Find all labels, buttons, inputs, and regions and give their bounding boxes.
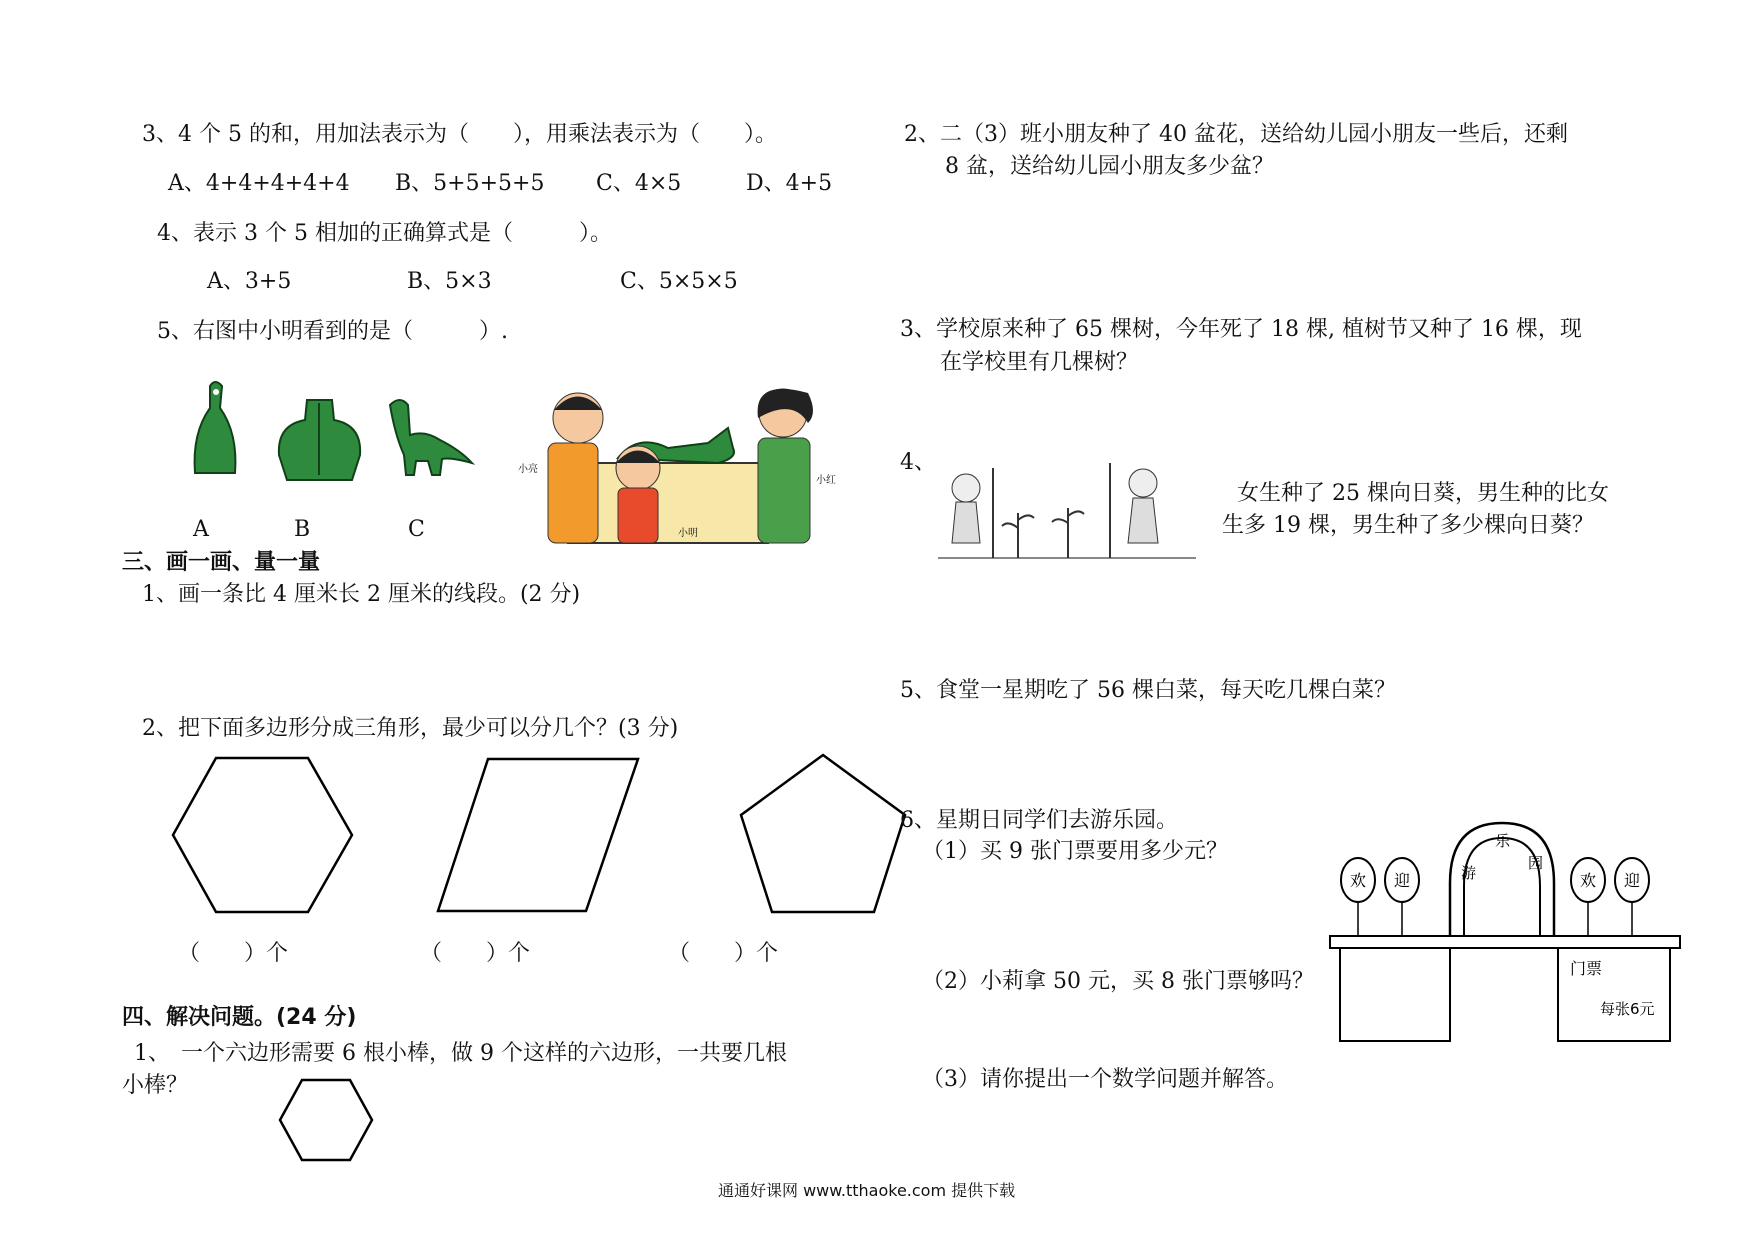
figure-label-c: C bbox=[408, 517, 425, 542]
scene-label-right: 小红 bbox=[816, 475, 836, 486]
ticket-price-label: 每张6元 bbox=[1600, 1000, 1655, 1018]
balloon-left-2-text: 迎 bbox=[1394, 871, 1411, 890]
question-5: 5、右图中小明看到的是（ ）. bbox=[157, 319, 508, 344]
right-question-6-part-1: （1）买 9 张门票要用多少元？ bbox=[922, 839, 1228, 864]
hexagon-shape bbox=[170, 755, 355, 915]
section-4-heading: 四、解决问题。(24 分) bbox=[122, 1005, 357, 1030]
right-question-5: 5、食堂一星期吃了 56 棵白菜，每天吃几棵白菜？ bbox=[900, 678, 1396, 703]
section-3-heading: 三、画一画、量一量 bbox=[122, 550, 321, 575]
q4-option-b: B、5×3 bbox=[407, 269, 492, 294]
figure-label-a: A bbox=[193, 517, 209, 542]
section-3-question-1: 1、画一条比 4 厘米长 2 厘米的线段。(2 分) bbox=[142, 582, 581, 607]
balloon-right-1-text: 欢 bbox=[1580, 871, 1597, 890]
right-question-3-cont: 在学校里有几棵树？ bbox=[940, 350, 1139, 375]
q3-option-b: B、5+5+5+5 bbox=[395, 171, 545, 196]
section-3-question-2: 2、把下面多边形分成三角形，最少可以分几个？(3 分) bbox=[142, 716, 679, 741]
right-question-6-part-2: （2）小莉拿 50 元，买 8 张门票够吗？ bbox=[922, 969, 1314, 994]
right-question-6-part-3: （3）请你提出一个数学问题并解答。 bbox=[922, 1067, 1288, 1092]
q4-option-a: A、3+5 bbox=[207, 269, 292, 294]
balloon-left-1-text: 欢 bbox=[1350, 871, 1367, 890]
kids-observing-dinosaur-image bbox=[518, 388, 836, 548]
arch-char-3: 园 bbox=[1528, 854, 1544, 872]
arch-char-1: 游 bbox=[1461, 864, 1477, 882]
dinosaur-side-view-image bbox=[380, 395, 475, 480]
right-question-4-text-cont: 生多 19 棵，男生种了多少棵向日葵？ bbox=[1222, 513, 1594, 538]
arch-char-2: 乐 bbox=[1495, 832, 1511, 850]
q4-option-c: C、5×5×5 bbox=[620, 269, 738, 294]
question-4: 4、表示 3 个 5 相加的正确算式是（ ）。 bbox=[157, 221, 612, 246]
q3-option-c: C、4×5 bbox=[596, 171, 682, 196]
pentagon-answer-blank: （ ）个 bbox=[668, 941, 779, 966]
small-hexagon-shape bbox=[278, 1078, 374, 1162]
parallelogram-shape bbox=[436, 755, 641, 915]
scene-label-left: 小亮 bbox=[518, 464, 538, 475]
right-question-2-cont: 8 盆，送给幼儿园小朋友多少盆？ bbox=[945, 154, 1274, 179]
pentagon-shape bbox=[738, 752, 908, 916]
scene-label-table: 小明 bbox=[678, 528, 698, 539]
dinosaur-front-view-image bbox=[180, 378, 250, 483]
parallelogram-answer-blank: （ ）个 bbox=[420, 941, 531, 966]
q3-option-a: A、4+4+4+4+4 bbox=[168, 171, 350, 196]
right-question-3: 3、学校原来种了 65 棵树，今年死了 18 棵, 植树节又种了 16 棵，现 bbox=[900, 317, 1582, 342]
right-question-4-text: 女生种了 25 棵向日葵，男生种的比女 bbox=[1237, 481, 1609, 506]
dinosaur-back-view-image bbox=[272, 395, 367, 483]
right-question-6: 6、星期日同学们去游乐园。 bbox=[900, 808, 1178, 833]
balloon-right-2-text: 迎 bbox=[1624, 871, 1641, 890]
kids-planting-sunflowers-image bbox=[938, 458, 1196, 568]
question-3: 3、4 个 5 的和，用加法表示为（ ），用乘法表示为（ ）。 bbox=[142, 122, 777, 147]
figure-label-b: B bbox=[294, 517, 311, 542]
right-question-4-number: 4、 bbox=[900, 450, 936, 475]
page-footer: 通通好课网 www.tthaoke.com 提供下载 bbox=[718, 1181, 1016, 1200]
ticket-label: 门票 bbox=[1570, 959, 1603, 978]
section-4-question-1-cont: 小棒？ bbox=[122, 1073, 189, 1098]
section-4-question-1: 1、 一个六边形需要 6 根小棒，做 9 个这样的六边形，一共要几根 bbox=[134, 1041, 787, 1066]
hexagon-answer-blank: （ ）个 bbox=[178, 941, 289, 966]
right-question-2: 2、二（3）班小朋友种了 40 盆花，送给幼儿园小朋友一些后，还剩 bbox=[904, 122, 1568, 147]
amusement-park-gate-image bbox=[1330, 818, 1680, 1043]
q3-option-d: D、4+5 bbox=[746, 171, 833, 196]
